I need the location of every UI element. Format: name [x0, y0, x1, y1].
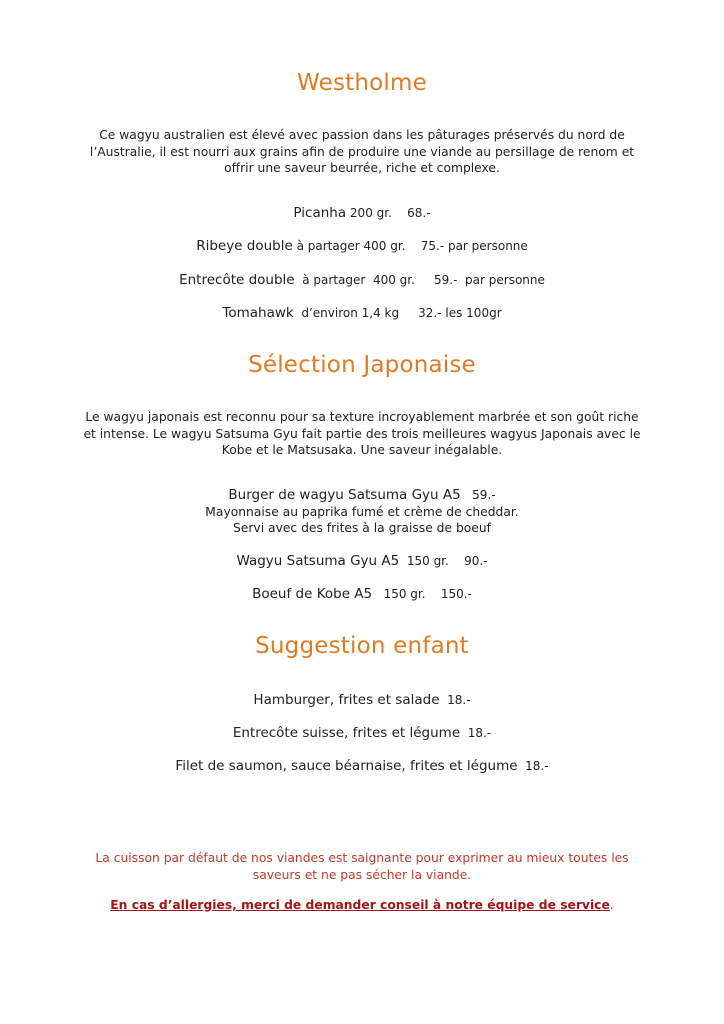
item-name: Tomahawk: [222, 305, 294, 321]
section-title-japonaise: Sélection Japonaise: [248, 352, 476, 378]
description-line: Le wagyu japonais est reconnu pour sa texture incroyablement marbrée et son goût riche: [85, 410, 639, 424]
item-name: Boeuf de Kobe A5: [252, 586, 373, 602]
menu-item: [0, 692, 724, 708]
item-name: Picanha: [293, 205, 347, 221]
item-name: Entrecôte double: [179, 272, 295, 288]
item-name: Filet de saumon, sauce béarnaise, frites et légume: [175, 758, 518, 774]
item-name: Hamburger, frites et salade: [253, 692, 440, 708]
description-line: Ce wagyu australien est élevé avec passion dans les pâturages préservés du nord de: [99, 128, 625, 142]
item-detail: à partager 400 gr. 75.- par personne: [292, 239, 528, 253]
item-detail: 150 gr. 150.-: [372, 587, 472, 601]
item-detail: d’environ 1,4 kg 32.- les 100gr: [293, 306, 502, 320]
menu-item: [0, 758, 724, 774]
item-name: Burger de wagyu Satsuma Gyu A5: [228, 487, 461, 503]
cooking-note: [0, 850, 724, 883]
item-detail: 18.-: [517, 759, 549, 773]
description-line: l’Australie, il est nourri aux grains afin de produire une viande au persillage de renom et: [89, 144, 635, 159]
section-title-westholme: Westholme: [297, 70, 427, 96]
menu-item: [0, 205, 724, 221]
item-detail: 18.-: [460, 726, 492, 740]
cooking-note-line: saveurs et ne pas sécher la viande.: [252, 867, 472, 882]
section-title-enfant: Suggestion enfant: [255, 633, 469, 659]
menu-item: [0, 553, 724, 569]
burger-note: Mayonnaise au paprika fumé et crème de cheddar.: [205, 505, 519, 519]
menu-item: [0, 487, 724, 503]
menu-item: [0, 272, 724, 288]
description-line: offrir une saveur beurrée, riche et complexe.: [224, 161, 500, 175]
menu-item: [0, 305, 724, 321]
allergy-note-text: En cas d’allergies, merci de demander conseil à notre équipe de service: [110, 898, 610, 912]
item-detail: à partager 400 gr. 59.- par personne: [294, 273, 545, 287]
description-line: et intense. Le wagyu Satsuma Gyu fait partie des trois meilleures wagyus Japonais avec le: [83, 426, 641, 441]
item-name: Entrecôte suisse, frites et légume: [232, 725, 461, 741]
westholme-description: [0, 127, 724, 177]
cooking-note-line: La cuisson par défaut de nos viandes est saignante pour exprimer au mieux toutes les: [95, 851, 629, 865]
description-line: Kobe et le Matsusaka. Une saveur inégalable.: [221, 443, 503, 457]
allergy-note: [0, 898, 724, 912]
japonaise-description: [0, 409, 724, 459]
menu-item: [0, 238, 724, 254]
allergy-period: .: [609, 898, 614, 912]
item-detail: 150 gr. 90.-: [399, 554, 488, 568]
item-name: Ribeye double: [196, 238, 293, 254]
burger-note: Servi avec des frites à la graisse de boeuf: [233, 521, 491, 535]
menu-item: [0, 725, 724, 741]
item-detail: 18.-: [439, 693, 471, 707]
item-detail: 200 gr. 68.-: [346, 206, 431, 220]
item-name: Wagyu Satsuma Gyu A5: [236, 553, 400, 569]
item-detail: 59.-: [460, 488, 496, 502]
menu-item: [0, 586, 724, 602]
